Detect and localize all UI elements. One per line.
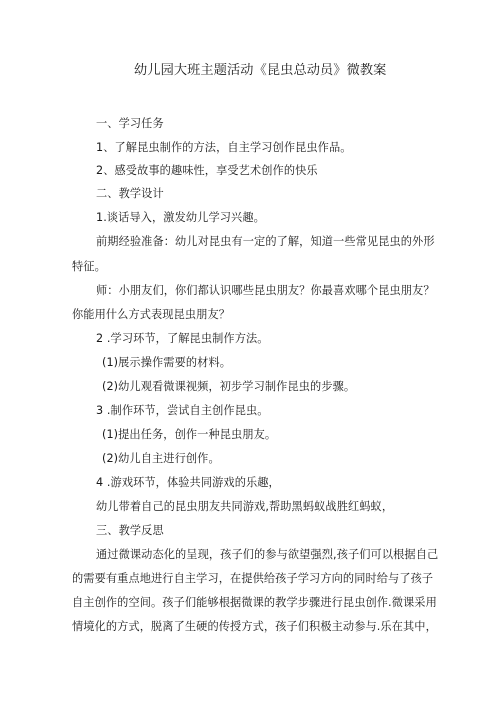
section-heading-reflection: 三、教学反思 bbox=[96, 524, 164, 537]
document-title: 幼儿园大班主题活动《昆虫总动员》微教案 bbox=[134, 63, 387, 78]
teacher-paragraph-line-1: 师：小朋友们，你们都认识哪些昆虫朋友？你最喜欢哪个昆虫朋友？ bbox=[96, 284, 435, 297]
prep-paragraph-line-1: 前期经验准备：幼儿对昆虫有一定的了解，知道一些常见昆虫的外形 bbox=[96, 235, 435, 248]
reflection-line-3: 自主创作的空间。孩子们能够根据微课的教学步骤进行昆虫创作.微课采用 bbox=[72, 596, 437, 609]
reflection-line-1: 通过微课动态化的呈现，孩子们的参与欲望强烈,孩子们可以根据自己 bbox=[96, 548, 439, 561]
teacher-paragraph-line-2: 你能用什么方式表现昆虫朋友？ bbox=[72, 308, 231, 321]
design-step-1: 1.谈话导入，激发幼儿学习兴趣。 bbox=[96, 211, 265, 224]
reflection-line-2: 的需要有重点地进行自主学习，在提供给孩子学习方向的同时给与了孩子 bbox=[72, 572, 434, 585]
task-item-1: 1、了解昆虫制作的方法，自主学习创作昆虫作品。 bbox=[96, 141, 352, 154]
design-step-2: 2 .学习环节，了解昆虫制作方法。 bbox=[96, 332, 269, 345]
design-step-3-sub-2: (2)幼儿自主进行创作。 bbox=[102, 452, 220, 465]
design-step-3: 3 .制作环节，尝试自主创作昆虫。 bbox=[96, 404, 269, 417]
reflection-line-4: 情境化的方式，脱离了生硬的传授方式，孩子们积极主动参与.乐在其中， bbox=[72, 620, 437, 633]
design-step-2-sub-2: (2)幼儿观看微课视频，初步学习制作昆虫的步骤。 bbox=[102, 380, 356, 393]
task-item-2: 2、感受故事的趣味性，享受艺术创作的快乐 bbox=[96, 164, 318, 177]
design-step-4-description: 幼儿带着自己的昆虫朋友共同游戏,帮助黑蚂蚁战胜红蚂蚁， bbox=[96, 500, 394, 513]
design-step-2-sub-1: (1)展示操作需要的材料。 bbox=[102, 356, 232, 369]
prep-paragraph-line-2: 特征。 bbox=[72, 260, 106, 273]
section-heading-learning-tasks: 一、学习任务 bbox=[96, 117, 164, 130]
design-step-3-sub-1: (1)提出任务，创作一种昆虫朋友。 bbox=[102, 428, 277, 441]
section-heading-teaching-design: 二、教学设计 bbox=[96, 187, 164, 200]
design-step-4: 4 .游戏环节，体验共同游戏的乐趣， bbox=[96, 476, 280, 489]
